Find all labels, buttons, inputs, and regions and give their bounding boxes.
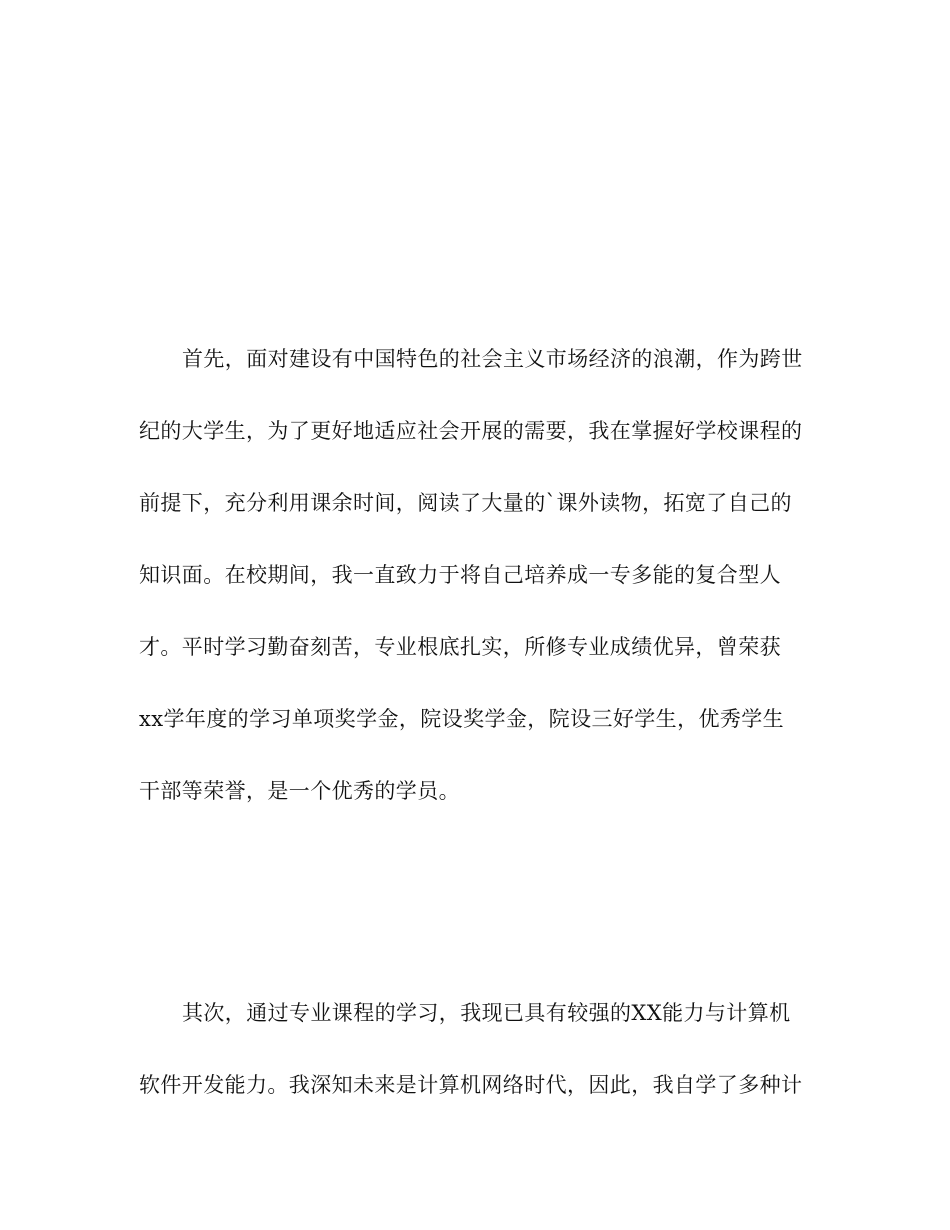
text-line: 首先，面对建设有中国特色的社会主义市场经济的浪潮，作为跨世 [182,347,803,371]
text-line: 前提下，充分利用课余时间，阅读了大量的`课外读物，拓宽了自己的 [139,491,792,515]
text-line: 知识面。在校期间，我一直致力于将自己培养成一专多能的复合型人 [139,563,781,587]
text-line: 干部等荣誉，是一个优秀的学员。 [139,779,460,803]
paragraph-1 [139,346,829,850]
text-line: 软件开发能力。我深知未来是计算机网络时代，因此，我自学了多种计 [139,1073,803,1097]
text-line: 才。平时学习勤奋刻苦，专业根底扎实，所修专业成绩优异，曾荣获 [139,635,781,659]
paragraph-2 [139,1000,829,1144]
text-line: xx学年度的学习单项奖学金，院设奖学金，院设三好学生，优秀学生 [139,707,785,731]
text-line: 其次，通过专业课程的学习，我现已具有较强的XX能力与计算机 [182,1001,791,1025]
text-line: 纪的大学生，为了更好地适应社会开展的需要，我在掌握好学校课程的 [139,419,803,443]
